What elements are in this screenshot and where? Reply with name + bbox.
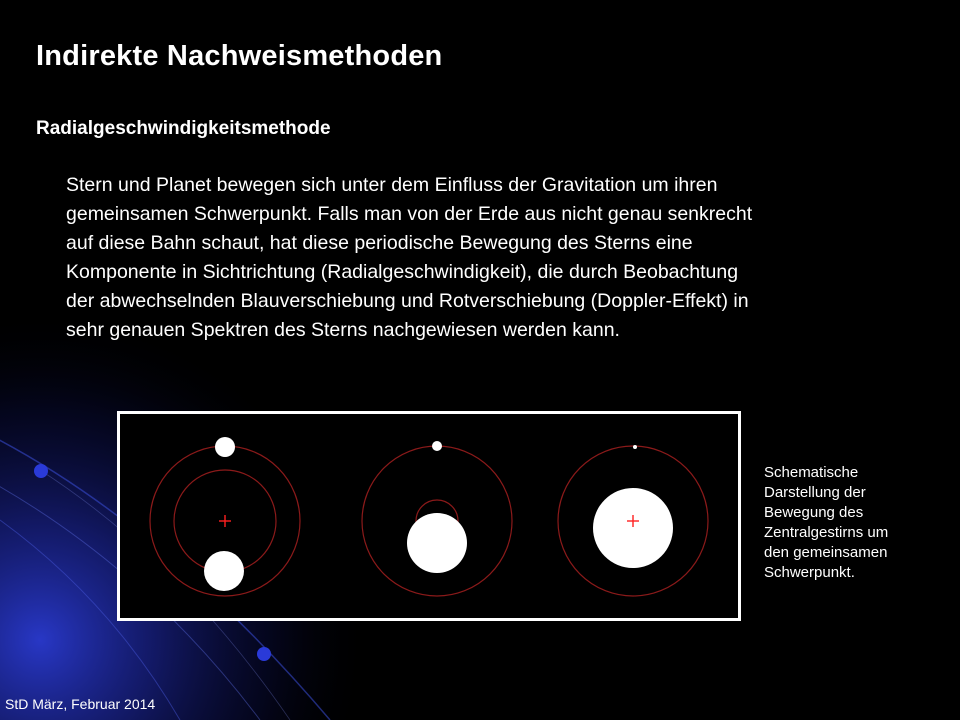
slide-subtitle: Radialgeschwindigkeitsmethode [36, 118, 331, 139]
planet [215, 437, 235, 457]
body-line: Komponente in Sichtrichtung (Radialgeschwindigkeit), die durch Beobachtung [66, 261, 739, 283]
body-line: auf diese Bahn schaut, hat diese periodische Bewegung des Sterns eine [66, 232, 693, 254]
diagram-panel-medium-mass [362, 441, 512, 596]
caption-line: Zentralgestirns um [764, 524, 889, 541]
body-paragraph [66, 171, 946, 345]
star [407, 513, 467, 573]
background-dot [34, 464, 48, 478]
caption-line: Darstellung der [764, 484, 866, 501]
barycenter-marker [219, 515, 231, 527]
caption-line: Schematische [764, 464, 859, 481]
body-line: der abwechselnden Blauverschiebung und Rotverschiebung (Doppler-Effekt) in [66, 290, 749, 312]
slide-title: Indirekte Nachweismethoden [36, 40, 443, 72]
body-line: Stern und Planet bewegen sich unter dem Einfluss der Gravitation um ihren [66, 174, 718, 196]
star [204, 551, 244, 591]
orbit-diagram [117, 411, 741, 621]
diagram-panel-equal-mass [150, 437, 300, 596]
background-dot [257, 647, 271, 661]
slide-footer: StD März, Februar 2014 [5, 696, 156, 712]
diagram-caption [764, 463, 888, 583]
star [593, 488, 673, 568]
caption-line: den gemeinsamen [764, 544, 888, 561]
planet [432, 441, 442, 451]
body-line: sehr genauen Spektren des Sterns nachgewiesen werden kann. [66, 319, 620, 341]
diagram-panel-small-mass [558, 445, 708, 596]
body-line: gemeinsamen Schwerpunkt. Falls man von der Erde aus nicht genau senkrecht [66, 203, 753, 225]
planet [633, 445, 637, 449]
caption-line: Bewegung des [764, 504, 864, 521]
caption-line: Schwerpunkt. [764, 564, 855, 581]
